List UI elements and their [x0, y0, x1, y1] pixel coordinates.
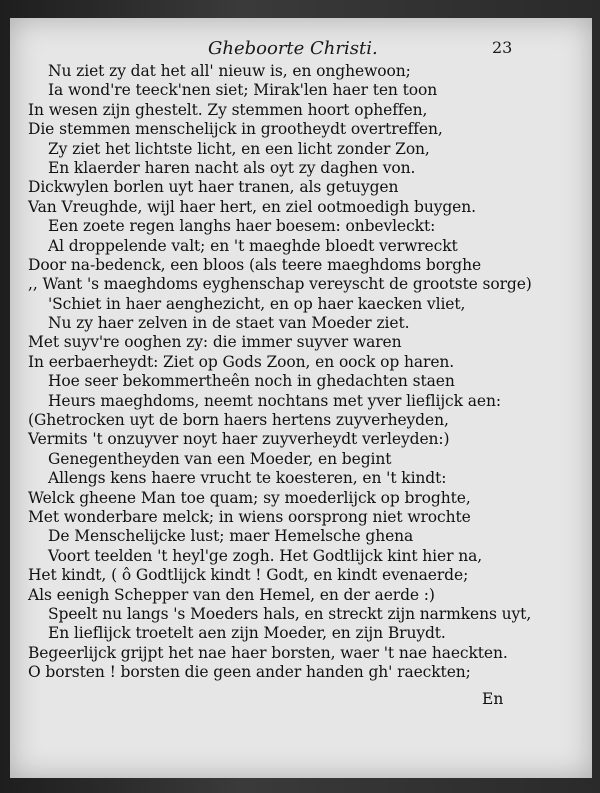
verse-line: Een zoete regen langhs haer boesem: onbevleckt:: [48, 217, 436, 236]
verse-line: Heurs maeghdoms, neemt nochtans met yver lieflijck aen:: [48, 391, 501, 410]
verse-line: Ia wond're teeck'nen siet; Mirak'len haer ten toon: [48, 81, 438, 100]
poem-body: [28, 62, 568, 683]
verse-line: En klaerder haren nacht als oyt zy daghen von.: [48, 158, 416, 177]
verse-line: Voort teelden 't heyl'ge zogh. Het Godtlijck kint hier na,: [48, 546, 483, 565]
running-header: [10, 38, 592, 62]
verse-line: In wesen zijn ghestelt. Zy stemmen hoort opheffen,: [28, 100, 428, 119]
running-title: Gheboorte Christi.: [208, 38, 378, 59]
verse-line: Al droppelende valt; en 't maeghde bloedt verwreckt: [48, 236, 458, 255]
verse-line: Zy ziet het lichtste licht, en een licht zonder Zon,: [48, 139, 430, 158]
verse-line: Nu zy haer zelven in de staet van Moeder ziet.: [48, 314, 410, 333]
verse-line: De Menschelijcke lust; maer Hemelsche ghena: [48, 527, 414, 546]
verse-line: Begeerlijck grijpt het nae haer borsten, waer 't nae haeckten.: [28, 643, 508, 662]
verse-line: En lieflijck troetelt aen zijn Moeder, en zijn Bruydt.: [48, 624, 446, 643]
book-page: [10, 18, 592, 778]
verse-line: Met wonderbare melck; in wiens oorsprong niet wrochte: [28, 507, 471, 526]
verse-line: Van Vreughde, wijl haer hert, en ziel ootmoedigh buygen.: [28, 197, 476, 216]
verse-line: 'Schiet in haer aenghezicht, en op haer kaecken vliet,: [48, 294, 466, 313]
verse-line: (Ghetrocken uyt de born haers hertens zuyverheyden,: [28, 411, 449, 430]
verse-line: Nu ziet zy dat het all' nieuw is, en onghewoon;: [48, 62, 411, 80]
verse-line: In eerbaerheydt: Ziet op Gods Zoon, en oock op haren.: [28, 352, 455, 371]
verse-line: Door na-bedenck, een bloos (als teere maeghdoms borghe: [28, 255, 482, 274]
verse-line: Als eenigh Schepper van den Hemel, en der aerde :): [28, 585, 435, 604]
verse-line: ,, Want 's maeghdoms eyghenschap vereyscht de grootste sorge): [28, 275, 532, 294]
verse-line: Die stemmen menschelijck in grootheydt overtreffen,: [28, 120, 443, 139]
verse-line: Met suyv're ooghen zy: die immer suyver waren: [28, 333, 402, 352]
verse-line: O borsten ! borsten die geen ander handen gh' raeckten;: [28, 663, 471, 682]
verse-line: Dickwylen borlen uyt haer tranen, als getuygen: [28, 178, 399, 197]
verse-line: Welck gheene Man toe quam; sy moederlijck op broghte,: [28, 488, 471, 507]
verse-line: Speelt nu langs 's Moeders hals, en streckt zijn narmkens uyt,: [48, 604, 532, 623]
verse-line: Genegentheyden van een Moeder, en begint: [48, 449, 392, 468]
verse-line: Hoe seer bekommertheên noch in ghedachten staen: [48, 372, 455, 391]
page-number: 23: [492, 38, 513, 57]
verse-line: Allengs kens haere vrucht te koesteren, en 't kindt:: [48, 469, 447, 488]
catchword: En: [482, 690, 504, 708]
verse-line: Het kindt, ( ô Godtlijck kindt ! Godt, en kindt evenaerde;: [28, 566, 469, 585]
verse-line: Vermits 't onzuyver noyt haer zuyverheydt verleyden:): [28, 430, 450, 449]
